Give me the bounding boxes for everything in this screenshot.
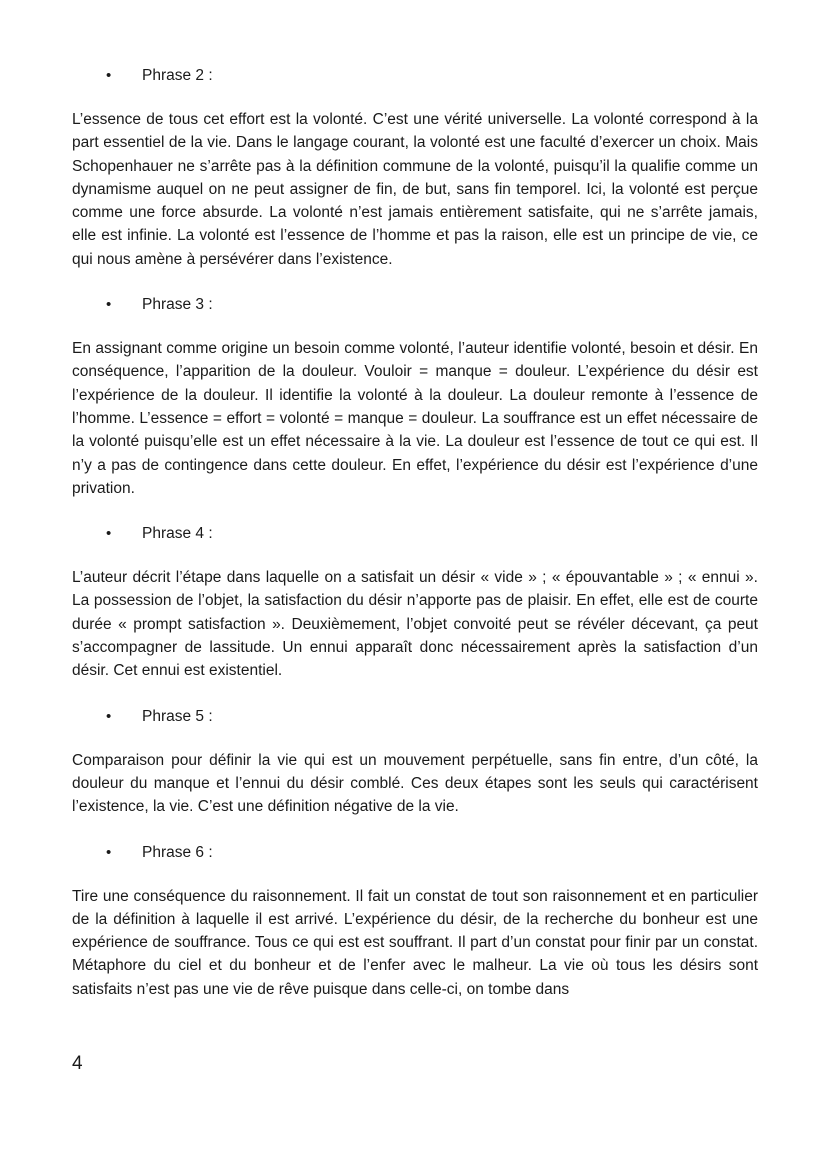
section-heading-phrase-2: [72, 64, 758, 88]
bullet-icon: •: [106, 296, 112, 314]
page-number: 4: [72, 1053, 83, 1074]
section-heading-phrase-3: [72, 293, 758, 317]
section-paragraph-phrase-6: Tire une conséquence du raisonnement. Il fait un constat de tout son raisonnement et en particulier de la définition à laquelle il est arrivé. L’expérience du désir, de la recherche du bonheur est une expérience de souffrance. Tous ce qui est est souffrant. Il part d’un constat pour finir par un constat. Métaphore du ciel et du bonheur et de l’enfer avec le malheur. La vie où tous les désirs sont satisfaits n’est pas une vie de rêve puisque dans celle-ci, on tombe dans: [72, 887, 758, 998]
section-heading-label: Phrase 6 :: [142, 843, 213, 861]
section-heading-label: Phrase 3 :: [142, 296, 213, 314]
section-heading-label: Phrase 5 :: [142, 707, 213, 725]
section-heading-label: Phrase 2 :: [142, 67, 213, 84]
section-paragraph-phrase-2: L’essence de tous cet effort est la volonté. C’est une vérité universelle. La volonté correspond à la part essentiel de la vie. Dans le langage courant, la volonté est une faculté d’exercer un choix. Mais Schopenhauer ne s’arrête pas à la définition commune de la volonté, puisqu’il la qualifie comme un dynamisme auquel on ne peut assigner de fin, de but, sans fin temporel. Ici, la volonté est perçue comme une force absurde. La volonté n’est jamais entièrement satisfaite, qui ne s’arrête jamais, elle est infinie. La volonté est l’essence de l’homme et pas la raison, elle est un principe de vie, ce qui nous amène à persévérer dans l’existence.: [72, 111, 758, 268]
section-paragraph-phrase-4: L’auteur décrit l’étape dans laquelle on a satisfait un désir « vide » ; « épouvantable » ; « ennui ». La possession de l’objet, la satisfaction du désir n’apporte pas de plaisir. En effet, elle est de courte durée « prompt satisfaction ». Deuxièmement, l’objet convoité peut se révéler décevant, ça peut s’accompagner de lassitude. Un ennui apparaît donc nécessairement après la satisfaction d’un désir. Cet ennui est existentiel.: [72, 569, 758, 680]
section-heading-label: Phrase 4 :: [142, 525, 213, 543]
bullet-icon: •: [106, 843, 112, 861]
section-heading-phrase-5: [72, 705, 758, 729]
section-paragraph-phrase-5: Comparaison pour définir la vie qui est un mouvement perpétuelle, sans fin entre, d’un côté, la douleur du manque et l’ennui du désir comblé. Ces deux étapes sont les seuls qui caractérisent l’existence, la vie. C’est une définition négative de la vie.: [72, 751, 758, 816]
document-page: [72, 64, 758, 1001]
bullet-icon: •: [106, 525, 112, 543]
bullet-icon: •: [106, 707, 112, 725]
section-heading-phrase-4: [72, 522, 758, 546]
section-paragraph-phrase-3: En assignant comme origine un besoin comme volonté, l’auteur identifie volonté, besoin et désir. En conséquence, l’apparition de la douleur. Vouloir = manque = douleur. L’expérience du désir est l’expérience de la douleur. Il identifie la volonté à la douleur. La douleur remonte à l’essence de l’homme. L’essence = effort = volonté = manque = douleur. La souffrance est un effet nécessaire de la volonté puisqu’elle est un effet nécessaire à la vie. La douleur est l’essence de tout ce qui est. Il n’y a pas de contingence dans cette douleur. En effet, l’expérience du désir est l’expérience d’une privation.: [72, 340, 758, 497]
bullet-icon: •: [106, 67, 112, 84]
section-heading-phrase-6: [72, 841, 758, 865]
